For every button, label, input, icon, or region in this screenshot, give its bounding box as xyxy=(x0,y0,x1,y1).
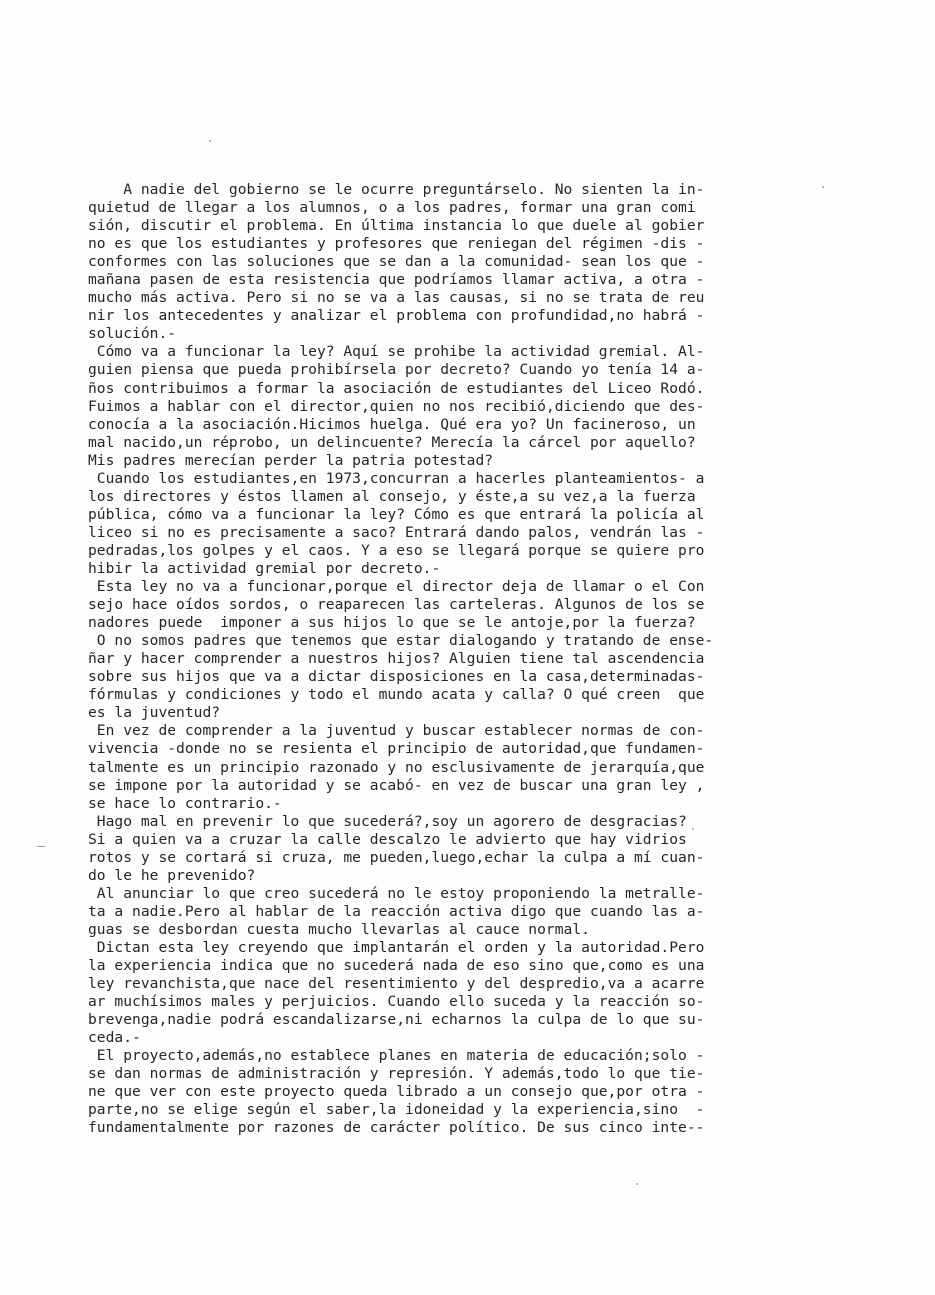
text-line: se dan normas de administración y represión. Y además,todo lo que tie- xyxy=(88,1065,705,1083)
text-line: mal nacido,un réprobo, un delincuente? Merecía la cárcel por aquello? xyxy=(88,433,696,451)
text-line: do le he prevenido? xyxy=(88,866,256,884)
text-line: guas se desbordan cuesta mucho llevarlas al cauce normal. xyxy=(88,920,590,938)
text-line: Hago mal en prevenir lo que sucederá?,soy un agorero de desgracias? xyxy=(88,812,687,830)
text-line: es la juventud? xyxy=(88,704,221,722)
text-line: Al anunciar lo que creo sucederá no le estoy proponiendo la metralle- xyxy=(88,884,705,902)
text-line: nadores puede imponer a sus hijos lo que se le antoje,por la fuerza? xyxy=(88,614,696,632)
text-line: Fuimos a hablar con el director,quien no nos recibió,diciendo que des- xyxy=(88,397,705,415)
text-line: guien piensa que pueda prohibírsela por decreto? Cuando yo tenía 14 a- xyxy=(88,361,705,379)
text-line: conocía a la asociación.Hicimos huelga. Qué era yo? Un facineroso, un xyxy=(88,415,696,433)
text-line: se hace lo contrario.- xyxy=(88,794,282,812)
text-line: mucho más activa. Pero si no se va a las causas, si no se trata de reu xyxy=(88,289,705,307)
text-line: Cómo va a funcionar la ley? Aquí se prohibe la actividad gremial. Al- xyxy=(88,343,705,361)
text-line: ley revanchista,que nace del resentimiento y del despredio,va a acarre xyxy=(88,975,705,993)
text-line: sejo hace oídos sordos, o reaparecen las carteleras. Algunos de los se xyxy=(88,596,705,614)
text-line: Mis padres merecían perder la patria potestad? xyxy=(88,451,494,469)
text-line: conformes con las soluciones que se dan a la comunidad- sean los que - xyxy=(88,253,705,271)
text-line: ne que ver con este proyecto queda librado a un consejo que,por otra - xyxy=(88,1083,705,1101)
text-line: O no somos padres que tenemos que estar dialogando y tratando de ense- xyxy=(88,632,714,650)
text-line: Si a quien va a cruzar la calle descalzo le advierto que hay vidrios xyxy=(88,830,687,848)
text-line: solución.- xyxy=(88,325,177,343)
text-line: El proyecto,además,no establece planes en materia de educación;solo - xyxy=(88,1047,705,1065)
text-line: ceda.- xyxy=(88,1029,141,1047)
text-line: sobre sus hijos que va a dictar disposiciones en la casa,determinadas- xyxy=(88,668,705,686)
text-line: En vez de comprender a la juventud y buscar establecer normas de con- xyxy=(88,722,705,740)
text-line: ar muchísimos males y perjuicios. Cuando ello suceda y la reacción so- xyxy=(88,993,705,1011)
text-line: ñar y hacer comprender a nuestros hijos? Alguien tiene tal ascendencia xyxy=(88,650,705,668)
text-line: pedradas,los golpes y el caos. Y a eso se llegará porque se quiere pro xyxy=(88,541,705,559)
paper-speck xyxy=(209,140,211,142)
text-line: la experiencia indica que no sucederá nada de eso sino que,como es una xyxy=(88,957,705,975)
text-line: rotos y se cortará si cruza, me pueden,luego,echar la culpa a mí cuan- xyxy=(88,848,705,866)
text-line: no es que los estudiantes y profesores que reniegan del régimen -dis - xyxy=(88,235,705,253)
text-line: hibir la actividad gremial por decreto.- xyxy=(88,559,441,577)
text-line: fórmulas y condiciones y todo el mundo acata y calla? O qué creen que xyxy=(88,686,705,704)
text-line: quietud de llegar a los alumnos, o a los padres, formar una gran comi xyxy=(88,199,696,217)
text-line: los directores y éstos llamen al consejo, y éste,a su vez,a la fuerza xyxy=(88,487,696,505)
paper-speck xyxy=(37,846,45,847)
text-line: nir los antecedentes y analizar el problema con profundidad,no habrá - xyxy=(88,307,705,325)
text-line: talmente es un principio razonado y no esclusivamente de jerarquía,que xyxy=(88,758,705,776)
text-line: ños contribuimos a formar la asociación de estudiantes del Liceo Rodó. xyxy=(88,379,705,397)
text-line: parte,no se elige según el saber,la idoneidad y la experiencia,sino - xyxy=(88,1101,705,1119)
text-line: Cuando los estudiantes,en 1973,concurran a hacerles planteamientos- a xyxy=(88,469,705,487)
text-line: Esta ley no va a funcionar,porque el director deja de llamar o el Con xyxy=(88,578,705,596)
text-line: vivencia -donde no se resienta el principio de autoridad,que fundamen- xyxy=(88,740,705,758)
text-line: A nadie del gobierno se le ocurre preguntárselo. No sienten la in- xyxy=(88,181,705,198)
typed-text-body xyxy=(88,181,878,1137)
text-line: brevenga,nadie podrá escandalizarse,ni echarnos la culpa de lo que su- xyxy=(88,1011,705,1029)
text-line: pública, cómo va a funcionar la ley? Cómo es que entrará la policía al xyxy=(88,505,705,523)
text-line: sión, discutir el problema. En última instancia lo que duele al gobier xyxy=(88,217,705,235)
paper-speck xyxy=(636,1183,638,1185)
text-line: liceo si no es precisamente a saco? Entrará dando palos, vendrán las - xyxy=(88,523,705,541)
text-line: se impone por la autoridad y se acabó- en vez de buscar una gran ley , xyxy=(88,776,705,794)
text-line: Dictan esta ley creyendo que implantarán el orden y la autoridad.Pero xyxy=(88,938,705,956)
text-line: ta a nadie.Pero al hablar de la reacción activa digo que cuando las a- xyxy=(88,902,705,920)
text-line: mañana pasen de esta resistencia que podríamos llamar activa, a otra - xyxy=(88,271,705,289)
text-line: fundamentalmente por razones de carácter político. De sus cinco inte-- xyxy=(88,1119,705,1137)
